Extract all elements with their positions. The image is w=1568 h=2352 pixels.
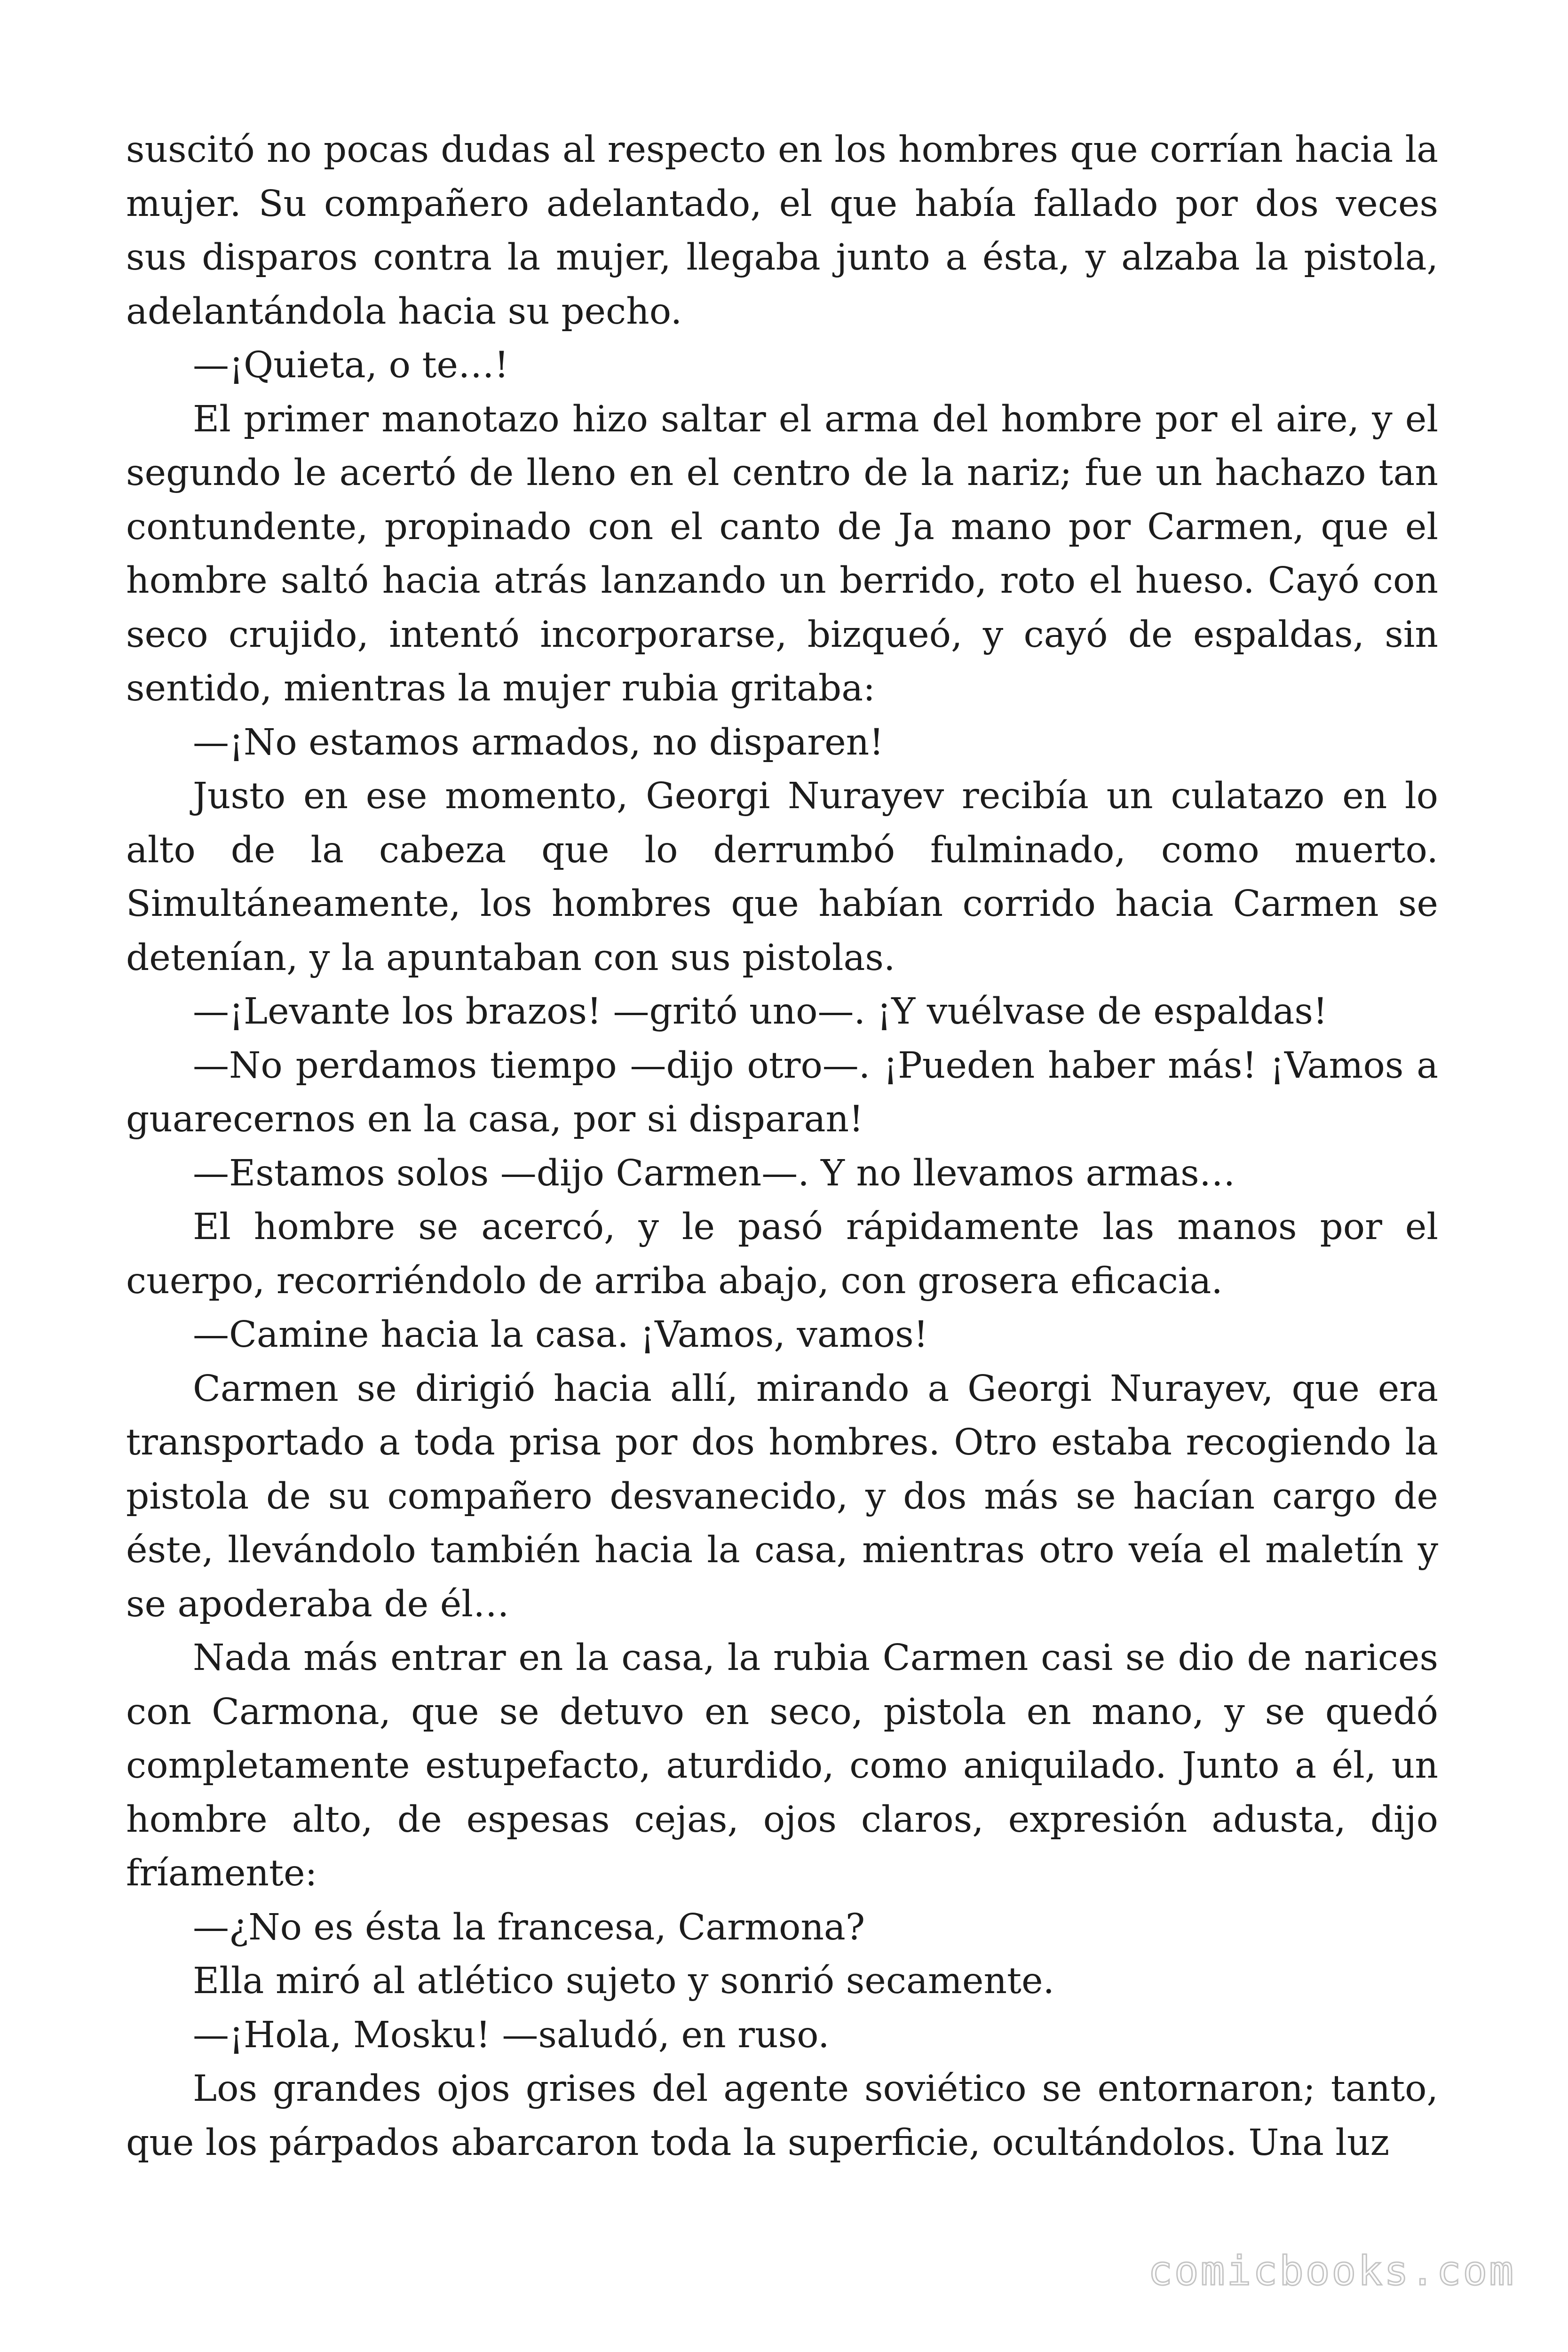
site-watermark: comicbooks.com	[1148, 2248, 1515, 2295]
paragraph-13: —¿No es ésta la francesa, Carmona?	[193, 1906, 865, 1948]
paragraph-12: Nada más entrar en la casa, la rubia Carmen casi se dio de narices con Carmona, que se detuvo en seco, pistola en mano, y se quedó completamente estupefacto, aturdido, como aniquilado. Junto a él, un hombre alto, de espesas cejas, ojos claros, expresión adusta, dijo fríamente:	[126, 1637, 1438, 1894]
paragraph-7: —No perdamos tiempo —dijo otro—. ¡Pueden haber más! ¡Vamos a guarecernos en la casa, por si disparan!	[126, 1044, 1438, 1140]
paragraph-14: Ella miró al atlético sujeto y sonrió secamente.	[193, 1960, 1055, 2002]
paragraph-9: El hombre se acercó, y le pasó rápidamente las manos por el cuerpo, recorriéndolo de arriba abajo, con grosera eficacia.	[126, 1206, 1438, 1302]
paragraph-6: —¡Levante los brazos! —gritó uno—. ¡Y vuélvase de espaldas!	[193, 991, 1328, 1033]
paragraph-5: Justo en ese momento, Georgi Nurayev recibía un culatazo en lo alto de la cabeza que lo derrumbó fulminado, como muerto. Simultáneamente, los hombres que habían corrido hacia Carmen se detenían, y la apuntaban con sus pistolas.	[126, 775, 1438, 979]
paragraph-10: —Camine hacia la casa. ¡Vamos, vamos!	[193, 1314, 928, 1356]
paragraph-8: —Estamos solos —dijo Carmen—. Y no llevamos armas…	[193, 1152, 1235, 1194]
paragraph-3: El primer manotazo hizo saltar el arma del hombre por el aire, y el segundo le acertó de lleno en el centro de la nariz; fue un hachazo tan contundente, propinado con el canto de Ja mano por Carmen, que el hombre saltó hacia atrás lanzando un berrido, roto el hueso. Cayó con seco crujido, intentó incorporarse, bizqueó, y cayó de espaldas, sin sentido, mientras la mujer rubia gritaba:	[126, 398, 1438, 709]
paragraph-16: Los grandes ojos grises del agente soviético se entornaron; tanto, que los párpados abarcaron toda la superficie, ocultándolos. Una luz	[126, 2068, 1438, 2164]
paragraph-1: suscitó no pocas dudas al respecto en los hombres que corrían hacia la mujer. Su compañero adelantado, el que había fallado por dos veces sus disparos contra la mujer, llegaba junto a ésta, y alzaba la pistola, adelantándola hacia su pecho.	[126, 129, 1438, 333]
paragraph-2: —¡Quieta, o te…!	[193, 344, 509, 386]
paragraph-4: —¡No estamos armados, no disparen!	[193, 721, 884, 763]
paragraph-15: —¡Hola, Mosku! —saludó, en ruso.	[193, 2014, 830, 2056]
paragraph-11: Carmen se dirigió hacia allí, mirando a Georgi Nurayev, que era transportado a toda prisa por dos hombres. Otro estaba recogiendo la pistola de su compañero desvanecido, y dos más se hacían cargo de éste, llevándolo también hacia la casa, mientras otro veía el maletín y se apoderaba de él…	[126, 1367, 1438, 1625]
book-page-text	[126, 123, 1438, 2170]
